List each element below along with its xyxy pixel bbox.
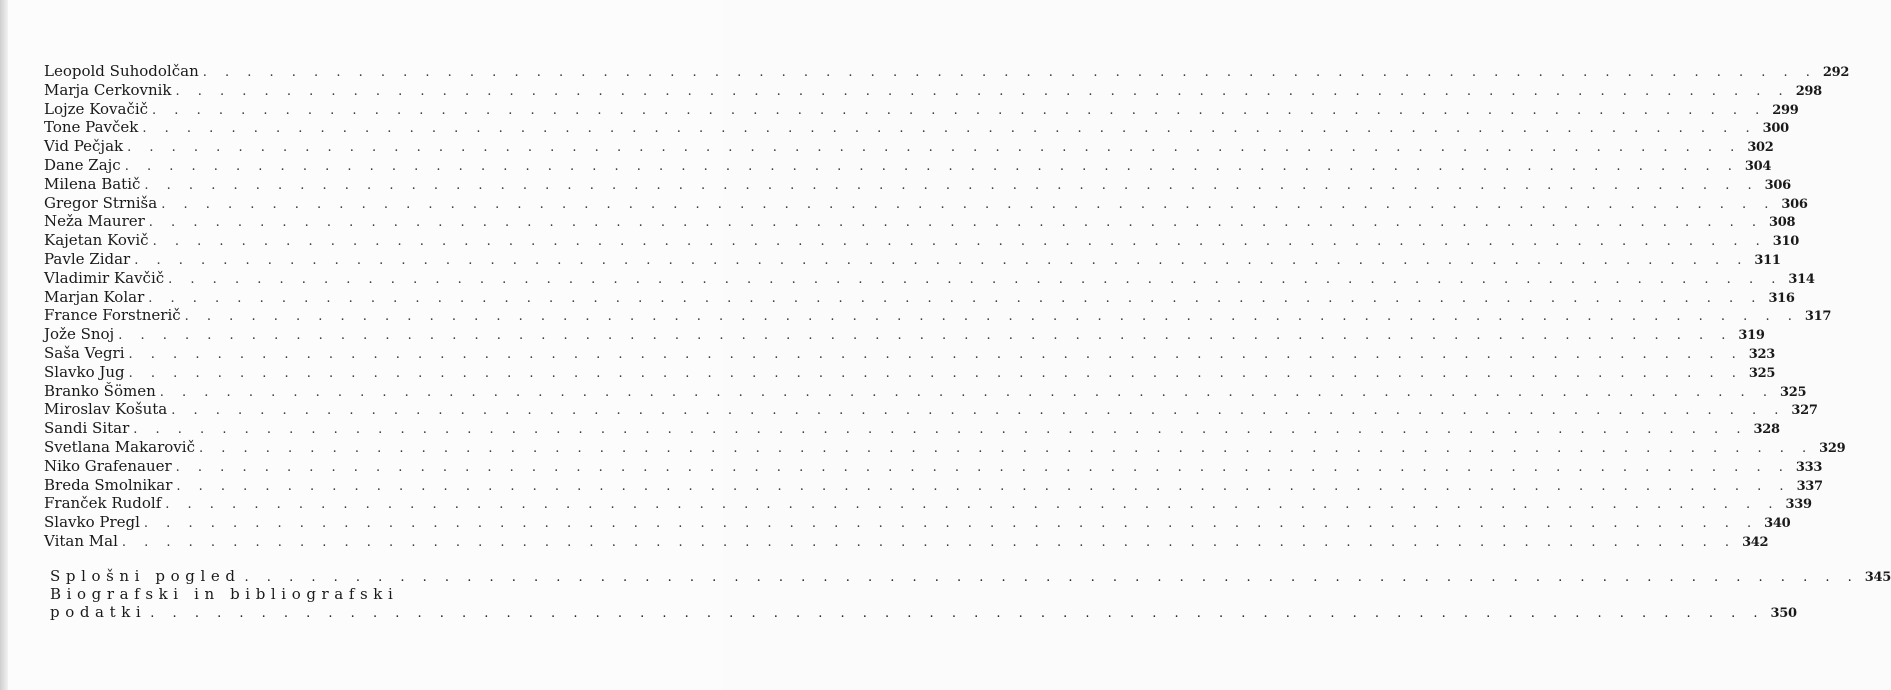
dot-leader: . . . . . . . . . . . . . . . . . . . . . . . . . . . . . . . . . . . . . . . . . . . . . . . . . . . . . . . . . . . . . . . . . . . . . . . . . xyxy=(134,252,1749,268)
page-number: 311 xyxy=(1754,252,1781,268)
toc-entry xyxy=(44,99,1799,119)
page-number: 339 xyxy=(1785,497,1812,513)
toc-entry xyxy=(44,137,1774,156)
dot-leader: . . . . . . . . . . . . . . . . . . . . . . . . . . . . . . . . . . . . . . . . . . . . . . . . . . . . . . . . . . . . . . . . . . . . . . . . . xyxy=(143,516,1759,532)
page-number: 317 xyxy=(1804,309,1832,325)
author-name: France Forstnerič xyxy=(44,306,181,325)
page-number: 333 xyxy=(1795,459,1823,475)
toc-entry xyxy=(44,381,1807,401)
author-name: Miroslav Košuta xyxy=(44,400,168,419)
author-name: Dane Zajc xyxy=(44,155,121,174)
author-name: Tone Pavček xyxy=(44,118,139,137)
page-number: 292 xyxy=(1822,65,1850,80)
toc-entry xyxy=(44,437,1846,457)
page-number: 323 xyxy=(1748,346,1775,362)
page-number: 306 xyxy=(1764,177,1791,193)
page-number: 306 xyxy=(1781,196,1808,212)
toc-entry xyxy=(44,212,1796,231)
dot-leader: . . . . . . . . . . . . . . . . . . . . . . . . . . . . . . . . . . . . . . . . . . . . . . . . . . . . . . . . . . . . . . . . . . . . . . . . . xyxy=(124,158,1739,174)
section-biographical-data xyxy=(50,585,1797,621)
toc-entry xyxy=(44,343,1775,363)
toc-entry xyxy=(44,325,1765,344)
page-number: 308 xyxy=(1768,215,1796,231)
page-number: 340 xyxy=(1764,516,1791,532)
dot-leader: . . . . . . . . . . . . . . . . . . . . . . . . . . . . . . . . . . . . . . . . . . . . . . . . . . . . . . . . . . . . . . . . . . . . . . . . . xyxy=(175,459,1790,475)
section-line xyxy=(50,567,1891,585)
author-name: Gregor Strniša xyxy=(44,193,158,212)
page-number: 302 xyxy=(1747,140,1774,156)
author-name: Marjan Kolar xyxy=(44,287,145,306)
dot-leader: . . . . . . . . . . . . . . . . . . . . . . . . . . . . . . . . . . . . . . . . . . . . . . . . . . . . . . . . . . . . . . . . . . . . . . . . . xyxy=(142,121,1757,137)
toc-entry xyxy=(44,231,1800,250)
toc-entry xyxy=(44,80,1822,100)
toc-entry xyxy=(44,174,1791,194)
page-number: 316 xyxy=(1768,290,1795,306)
author-name: Saša Vegri xyxy=(44,343,125,362)
toc-entry xyxy=(44,249,1781,269)
author-name: Vitan Mal xyxy=(44,531,118,550)
section-general-overview xyxy=(50,567,1891,585)
dot-leader: . . . . . . . . . . . . . . . . . . . . . . . . . . . . . . . . . . . . . . . . . . . . . . . . . . . . . . . . . . . . . . . . . . . . . . . . . xyxy=(198,440,1814,456)
dot-leader: . . . . . . . . . . . . . . . . . . . . . . . . . . . . . . . . . . . . . . . . . . . . . . . . . . . . . . . . . . . . . . . . . . . . . . . . . xyxy=(171,403,1786,419)
toc-entry xyxy=(44,400,1818,419)
section-title-line2: podatki xyxy=(50,603,147,621)
author-name: Pavle Zidar xyxy=(44,249,131,268)
toc-entry xyxy=(44,155,1772,175)
author-name: Lojze Kovačič xyxy=(44,99,149,118)
toc-entry xyxy=(44,362,1776,382)
page-number: 319 xyxy=(1738,328,1765,344)
author-name: Leopold Suhodolčan xyxy=(44,62,199,80)
dot-leader: . . . . . . . . . . . . . . . . . . . . . . . . . . . . . . . . . . . . . . . . . . . . . . . . . . . . . . . . . . . . . . . . . . . . . . . . . xyxy=(148,215,1763,231)
page-number: 299 xyxy=(1772,102,1799,118)
page-number: 328 xyxy=(1753,422,1780,438)
page-number: 342 xyxy=(1742,534,1769,550)
dot-leader: . . . . . . . . . . . . . . . . . . . . . . . . . . . . . . . . . . . . . . . . . . . . . . . . . . . . . . . . . . . . . . . . . . . . . . . . . xyxy=(165,497,1780,513)
toc-entry xyxy=(44,494,1812,513)
dot-leader: . . . . . . . . . . . . . . . . . . . . . . . . . . . . . . . . . . . . . . . . . . . . . . . . . . . . . . . . . . . . . . . . . . . . . . . . . xyxy=(175,83,1790,99)
toc-entry xyxy=(44,456,1823,476)
author-name: Sandi Sitar xyxy=(44,419,130,438)
page-spine-shadow xyxy=(0,0,8,690)
dot-leader: . . . . . . . . . . . . . . . . . . . . . . . . . . . . . . . . . . . . . . . . . . . . . . . . . . . . . . . . . . . . . . . . . . . . . . . . . xyxy=(161,196,1776,212)
section-title-line1: Biografski in bibliografski xyxy=(50,585,399,603)
toc-entry xyxy=(44,531,1769,551)
dot-leader: . . . . . . . . . . . . . . . . . . . . . . . . . . . . . . . . . . . . . . . . . . . . . . . . . . . . . . . . . . . . . . . . . . . . . . . . . xyxy=(118,328,1733,344)
dot-leader: . . . . . . . . . . . . . . . . . . . . . . . . . . . . . . . . . . . . . . . . . . . . . . . . . . . . . . . . . . . . . . . . . . . . . . . . . xyxy=(150,606,1765,621)
page-number: 325 xyxy=(1779,384,1807,400)
toc-entry xyxy=(44,475,1823,495)
toc-entry xyxy=(44,513,1791,532)
dot-leader: . . . . . . . . . . . . . . . . . . . . . . . . . . . . . . . . . . . . . . . . . . . . . . . . . . . . . . . . . . . . . . . . . . . . . . . . . xyxy=(148,290,1763,306)
section-line xyxy=(50,585,670,603)
page-number: 345 xyxy=(1864,570,1891,585)
dot-leader: . . . . . . . . . . . . . . . . . . . . . . . . . . . . . . . . . . . . . . . . . . . . . . . . . . . . . . . . . . . . . . . . . . . . . . . . . xyxy=(152,102,1767,118)
page-number: 337 xyxy=(1796,478,1823,494)
toc-entry xyxy=(44,306,1832,325)
section-title: Splošni pogled xyxy=(50,567,241,585)
table-of-contents xyxy=(44,62,1850,551)
dot-leader: . . . . . . . . . . . . . . . . . . . . . . . . . . . . . . . . . . . . . . . . . . . . . . . . . . . . . . . . . . . . . . . . . . . . . . . . . xyxy=(244,570,1859,585)
page-number: 314 xyxy=(1788,271,1815,287)
dot-leader: . . . . . . . . . . . . . . . . . . . . . . . . . . . . . . . . . . . . . . . . . . . . . . . . . . . . . . . . . . . . . . . . . . . . . . . . . xyxy=(176,478,1791,494)
author-name: Breda Smolnikar xyxy=(44,475,173,494)
author-name: Slavko Pregl xyxy=(44,513,140,532)
dot-leader: . . . . . . . . . . . . . . . . . . . . . . . . . . . . . . . . . . . . . . . . . . . . . . . . . . . . . . . . . . . . . . . . . . . . . . . . . xyxy=(168,271,1783,287)
toc-entry xyxy=(44,268,1815,288)
dot-leader: . . . . . . . . . . . . . . . . . . . . . . . . . . . . . . . . . . . . . . . . . . . . . . . . . . . . . . . . . . . . . . . . . . . . . . . . . xyxy=(184,309,1799,325)
dot-leader: . . . . . . . . . . . . . . . . . . . . . . . . . . . . . . . . . . . . . . . . . . . . . . . . . . . . . . . . . . . . . . . . . . . . . . . . . xyxy=(159,384,1774,400)
page-number: 298 xyxy=(1795,83,1822,99)
dot-leader: . . . . . . . . . . . . . . . . . . . . . . . . . . . . . . . . . . . . . . . . . . . . . . . . . . . . . . . . . . . . . . . . . . . . . . . . . xyxy=(128,346,1743,362)
author-name: Vladimir Kavčič xyxy=(44,268,165,287)
dot-leader: . . . . . . . . . . . . . . . . . . . . . . . . . . . . . . . . . . . . . . . . . . . . . . . . . . . . . . . . . . . . . . . . . . . . . . . . . xyxy=(144,177,1759,193)
dot-leader: . . . . . . . . . . . . . . . . . . . . . . . . . . . . . . . . . . . . . . . . . . . . . . . . . . . . . . . . . . . . . . . . . . . . . . . . . xyxy=(202,65,1817,80)
toc-entry xyxy=(44,62,1850,81)
dot-leader: . . . . . . . . . . . . . . . . . . . . . . . . . . . . . . . . . . . . . . . . . . . . . . . . . . . . . . . . . . . . . . . . . . . . . . . . . xyxy=(128,365,1743,381)
author-name: Vid Pečjak xyxy=(44,137,124,156)
page-number: 310 xyxy=(1772,234,1800,250)
toc-entry xyxy=(44,419,1780,438)
dot-leader: . . . . . . . . . . . . . . . . . . . . . . . . . . . . . . . . . . . . . . . . . . . . . . . . . . . . . . . . . . . . . . . . . . . . . . . . . xyxy=(127,140,1742,156)
dot-leader: . . . . . . . . . . . . . . . . . . . . . . . . . . . . . . . . . . . . . . . . . . . . . . . . . . . . . . . . . . . . . . . . . . . . . . . . . xyxy=(121,534,1737,550)
dot-leader: . . . . . . . . . . . . . . . . . . . . . . . . . . . . . . . . . . . . . . . . . . . . . . . . . . . . . . . . . . . . . . . . . . . . . . . . . xyxy=(152,234,1767,250)
page-number: 325 xyxy=(1748,365,1776,381)
author-name: Branko Šömen xyxy=(44,381,156,400)
author-name: Milena Batič xyxy=(44,174,141,193)
page-number: 350 xyxy=(1770,606,1797,621)
toc-entry xyxy=(44,287,1795,307)
author-name: Kajetan Kovič xyxy=(44,231,149,250)
author-name: Marja Cerkovnik xyxy=(44,80,172,99)
toc-entry xyxy=(44,118,1789,137)
section-line xyxy=(50,603,1797,621)
toc-entry xyxy=(44,193,1808,213)
author-name: Neža Maurer xyxy=(44,212,145,231)
author-name: Svetlana Makarovič xyxy=(44,437,195,456)
page-number: 327 xyxy=(1791,403,1818,419)
author-name: Niko Grafenauer xyxy=(44,456,172,475)
page-number: 300 xyxy=(1762,121,1789,137)
author-name: Franček Rudolf xyxy=(44,494,162,513)
author-name: Jože Snoj xyxy=(44,325,115,344)
dot-leader: . . . . . . . . . . . . . . . . . . . . . . . . . . . . . . . . . . . . . . . . . . . . . . . . . . . . . . . . . . . . . . . . . . . . . . . . . xyxy=(133,422,1748,438)
author-name: Slavko Jug xyxy=(44,362,125,381)
page-number: 329 xyxy=(1819,440,1846,456)
page-number: 304 xyxy=(1744,158,1772,174)
